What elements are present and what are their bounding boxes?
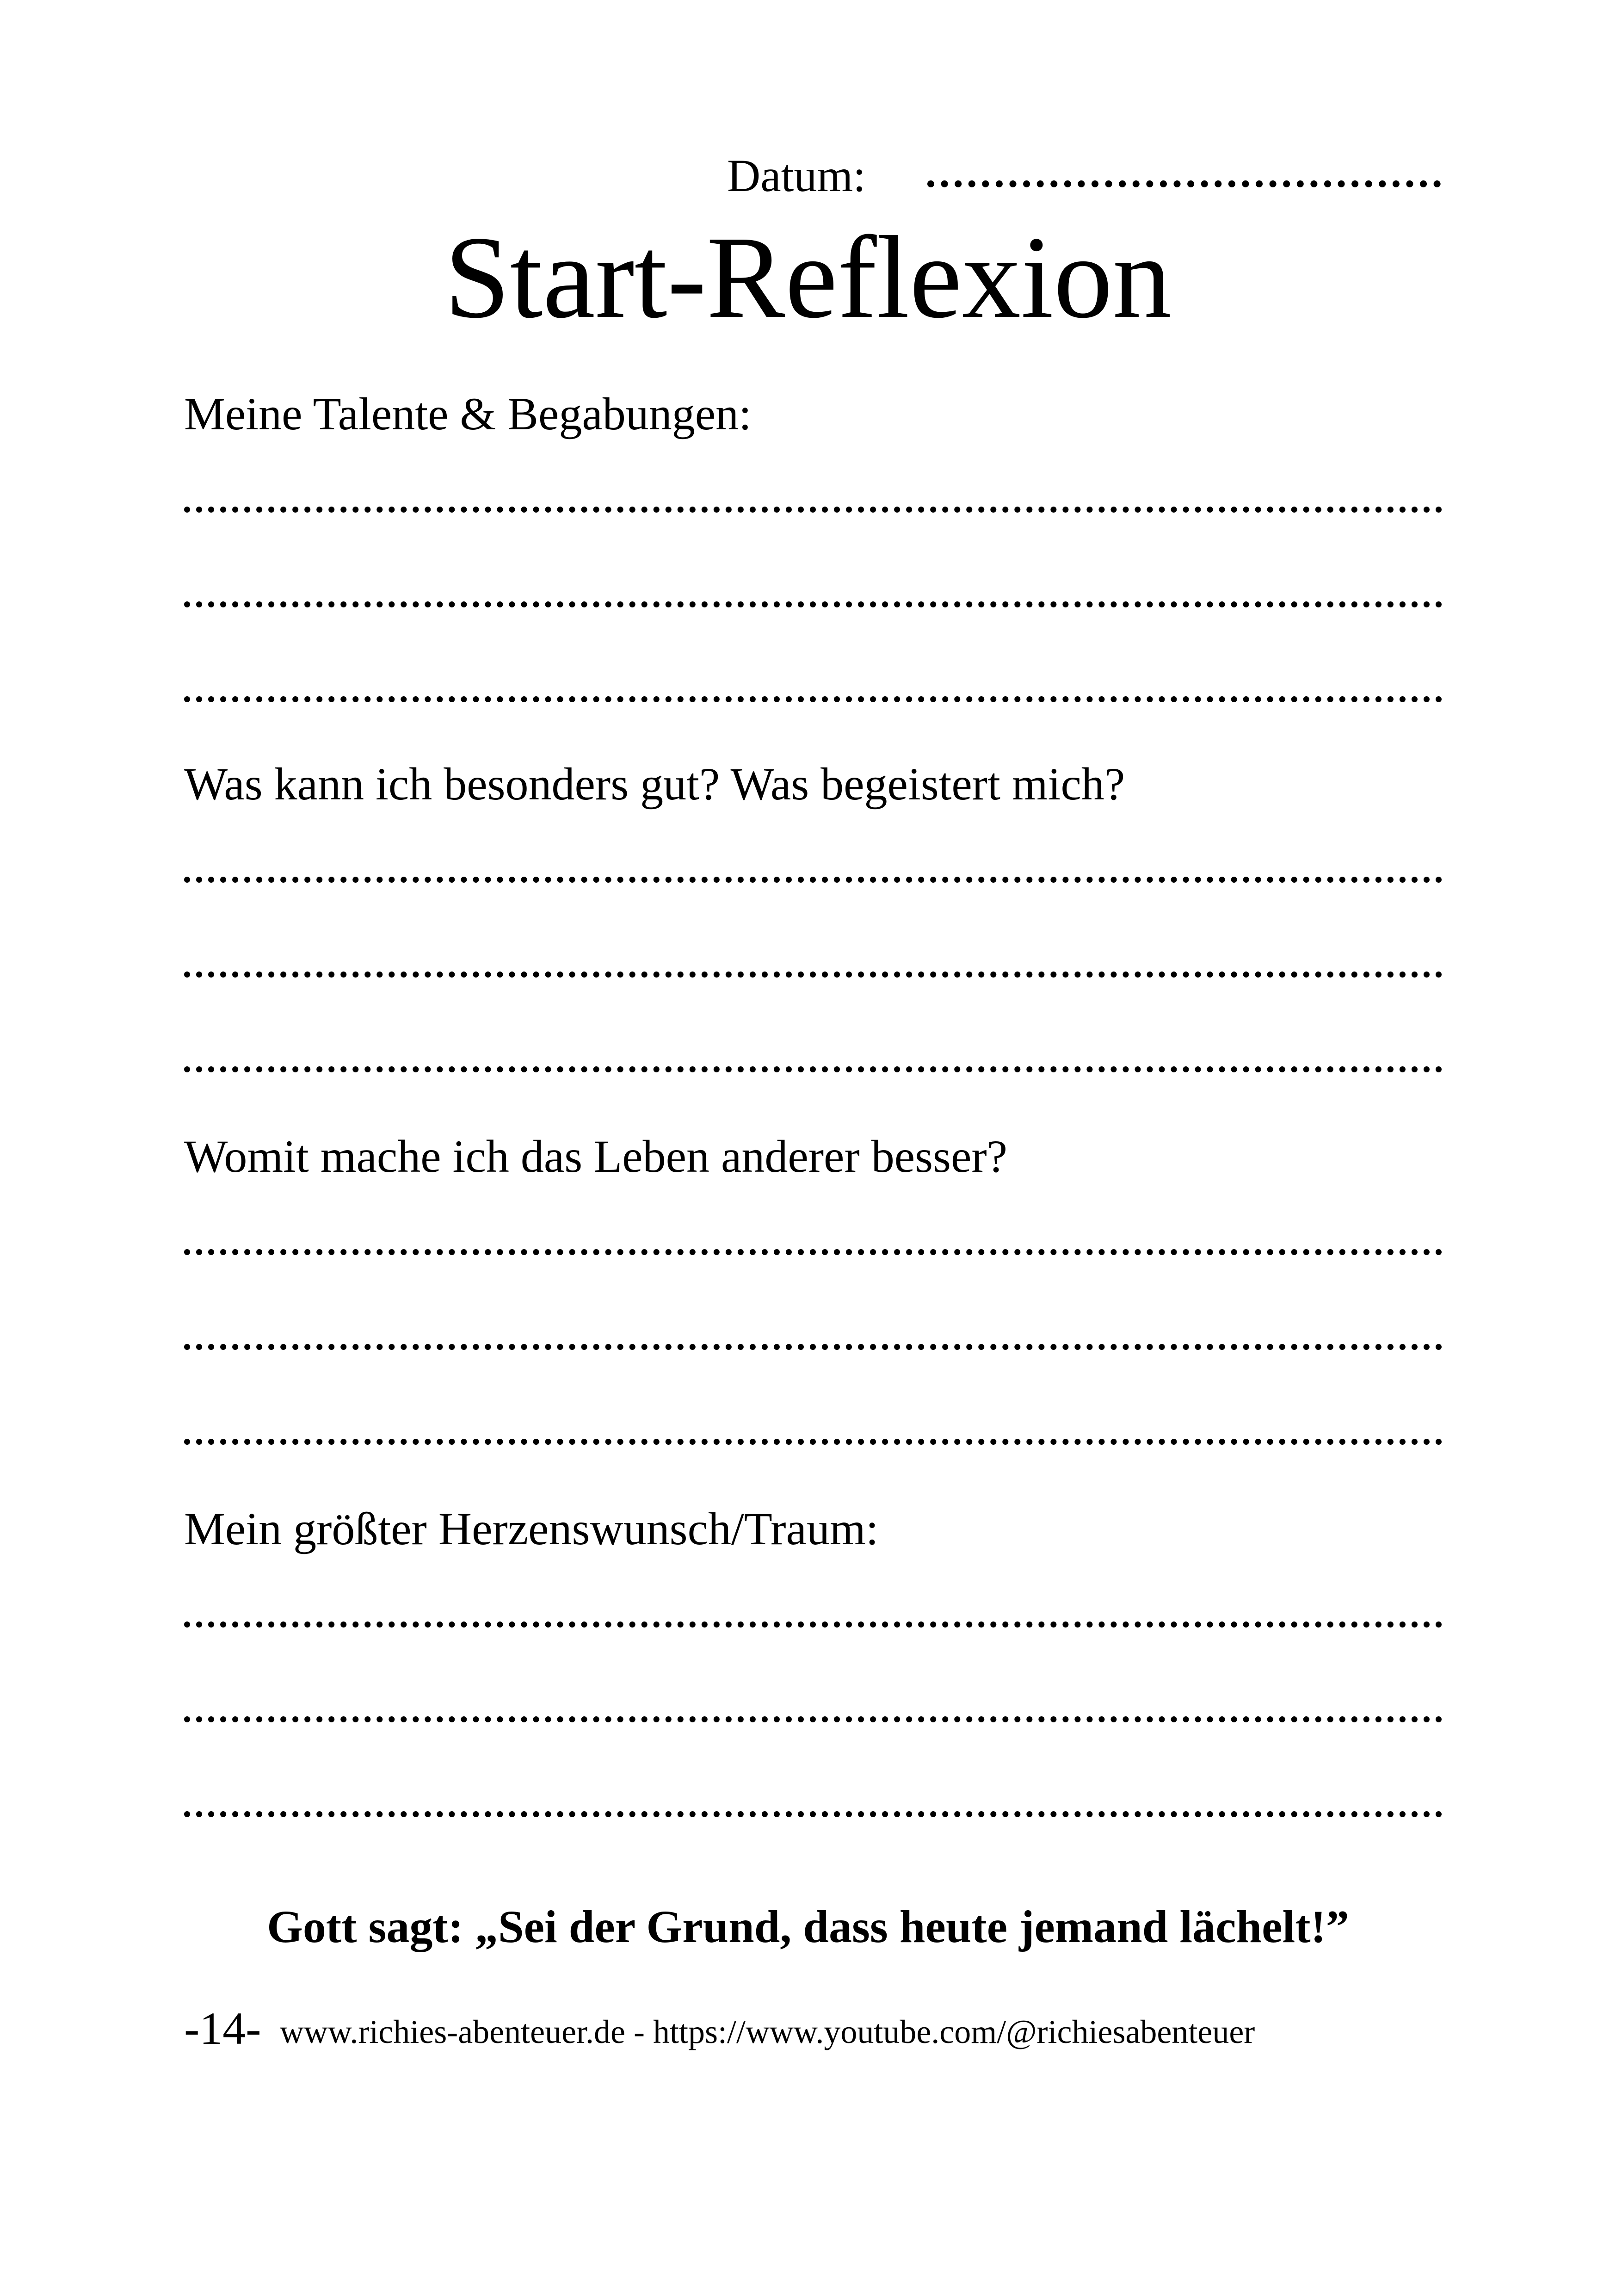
write-line[interactable] bbox=[184, 972, 1442, 978]
write-line[interactable] bbox=[184, 1716, 1442, 1722]
write-line[interactable] bbox=[184, 1249, 1442, 1255]
write-line[interactable] bbox=[184, 1621, 1442, 1628]
write-line[interactable] bbox=[184, 1066, 1442, 1072]
write-line[interactable] bbox=[184, 696, 1442, 702]
section-heading-dream: Mein größter Herzenswunsch/Traum: bbox=[184, 1503, 879, 1554]
closing-quote: Gott sagt: „Sei der Grund, dass heute jemand lächelt!” bbox=[267, 1901, 1349, 1952]
date-label: Datum: bbox=[727, 150, 866, 201]
section-heading-strengths: Was kann ich besonders gut? Was begeistert mich? bbox=[184, 758, 1125, 810]
write-line[interactable] bbox=[184, 1344, 1442, 1350]
footer-links: www.richies-abenteuer.de - https://www.youtube.com/@richiesabenteuer bbox=[280, 2013, 1255, 2050]
write-line[interactable] bbox=[184, 1811, 1442, 1817]
section-heading-talents: Meine Talente & Begabungen: bbox=[184, 388, 752, 439]
write-line[interactable] bbox=[184, 601, 1442, 607]
write-line[interactable] bbox=[184, 1439, 1442, 1445]
page-number: -14- bbox=[184, 2003, 261, 2054]
write-line[interactable] bbox=[184, 877, 1442, 883]
page-title: Start-Reflexion bbox=[444, 212, 1172, 343]
date-write-line[interactable] bbox=[927, 180, 1441, 187]
write-line[interactable] bbox=[184, 507, 1442, 513]
section-heading-helping-others: Womit mache ich das Leben anderer besser? bbox=[184, 1131, 1008, 1182]
